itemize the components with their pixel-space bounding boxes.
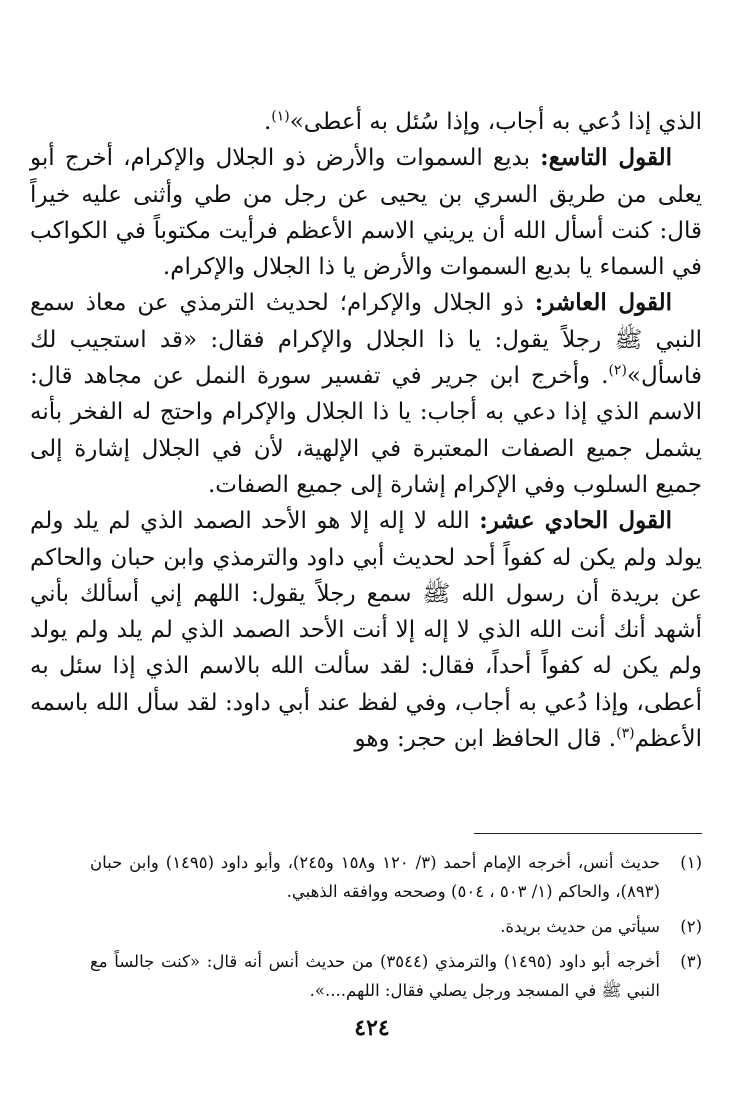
- footnote-3-number: (٣): [680, 952, 702, 971]
- paragraph-1-tail: .: [263, 109, 272, 135]
- footnote-1-number: (١): [680, 853, 702, 872]
- footnote-ref-1[interactable]: (١): [271, 108, 290, 125]
- main-text: [30, 104, 702, 757]
- paragraph-4: [30, 503, 702, 757]
- footnote-ref-2[interactable]: (٢): [608, 362, 627, 379]
- body-text: [30, 104, 702, 757]
- paragraph-3-heading: القول العاشر:: [534, 289, 672, 317]
- footnote-separator: [474, 833, 702, 834]
- page-number: ٤٢٤: [354, 1015, 390, 1041]
- paragraph-3-text-b: . وأخرج ابن جرير في تفسير سورة النمل عن مجاهد قال: الاسم الذي إذا دعي به أجاب: يا ذا الجلال والإكرام واحتج له الفخر بأنه يشمل جميع الصفات المعتبرة في الإلهية، لأن في الجلال إشارة إلى جميع السلوب وفي الإكرام إشارة إلى جميع الصفات.: [30, 363, 702, 498]
- paragraph-4-heading: القول الحادي عشر:: [479, 507, 672, 535]
- footnote-3-text: أخرجه أبو داود (١٤٩٥) والترمذي (٣٥٤٤) من حديث أنس أنه قال: «كنت جالساً مع النبي ﷺ في المسجد ورجل يصلي فقال: اللهم....».: [90, 952, 660, 1000]
- footnote-1-text: حديث أنس، أخرجه الإمام أحمد (٣/ ١٢٠ و١٥٨ و٢٤٥)، وأبو داود (١٤٩٥) وابن حبان (٨٩٣)، والحاكم (١/ ٥٠٣ ، ٥٠٤) وصححه ووافقه الذهبي.: [90, 853, 660, 901]
- paragraph-2: [30, 140, 702, 285]
- paragraph-1: [30, 104, 702, 140]
- footnotes: [90, 848, 702, 1011]
- paragraph-1-text: الذي إذا دُعي به أجاب، وإذا سُئل به أعطى»: [289, 109, 702, 135]
- paragraph-2-text: بديع السموات والأرض ذو الجلال والإكرام، أخرج أبو يعلى من طريق السري بن يحيى عن رجل من طي وأثنى عليه خيراً قال: كنت أسأل الله أن يريني الاسم الأعظم فرأيت مكتوباً في الكواكب في السماء يا بديع السموات والأرض يا ذا الجلال والإكرام.: [30, 145, 702, 281]
- footnote-2-text: سيأتي من حديث بريدة.: [500, 917, 660, 936]
- paragraph-3-text-a: ذو الجلال والإكرام؛ لحديث الترمذي عن معاذ سمع النبي ﷺ رجلاً يقول: يا ذا الجلال والإكرام فقال: «قد استجيب لك فاسأل»: [30, 290, 702, 390]
- paragraph-4-text-a: الله لا إله إلا هو الأحد الصمد الذي لم يلد ولم يولد ولم يكن له كفواً أحد لحديث أبي داود والترمذي وابن حبان والحاكم عن بريدة أن رسول الله ﷺ سمع رجلاً يقول: اللهم إني أسألك بأني أشهد أنك أنت الله الذي لا إله إلا أنت الأحد الصمد الذي لم يلد ولم يولد ولم يكن له كفواً أحداً، فقال: لقد سألت الله بالاسم الذي إذا سئل به أعطى، وإذا دُعي به أجاب، وفي لفظ عند أبي داود: لقد سأل الله باسمه الأعظم: [30, 508, 702, 753]
- paragraph-2-heading: القول التاسع:: [540, 144, 672, 172]
- paragraph-4-text-b: . قال الحافظ ابن حجر: وهو: [354, 726, 617, 753]
- footnote-2: [90, 912, 702, 941]
- footnote-ref-3[interactable]: (٣): [616, 725, 635, 742]
- paragraph-3: [30, 285, 702, 503]
- footnote-3: [90, 947, 702, 1005]
- footnote-2-number: (٢): [680, 917, 702, 936]
- footnote-1: [90, 848, 702, 906]
